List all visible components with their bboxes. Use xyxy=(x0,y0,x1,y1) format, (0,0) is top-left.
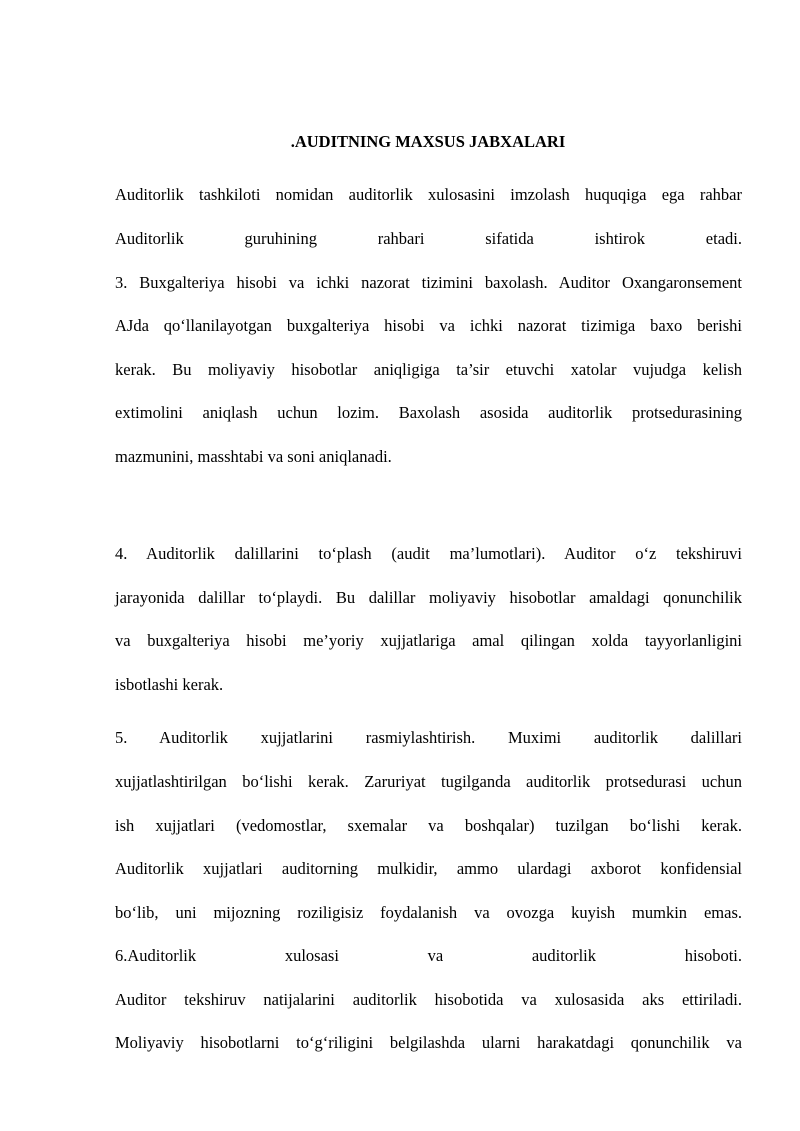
text-line: 6.Auditorlik xulosasi va auditorlik hisoboti. xyxy=(115,946,742,965)
text-line: mazmunini, masshtabi va soni aniqlanadi. xyxy=(115,447,392,466)
text-line: kerak. Bu moliyaviy hisobotlar aniqligiga ta’sir etuvchi xatolar vujudga kelish xyxy=(115,360,742,379)
text-line: Auditor tekshiruv natijalarini auditorlik hisobotida va xulosasida aks ettiriladi. xyxy=(115,990,742,1009)
page-title: .AUDITNING MAXSUS JABXALARI xyxy=(290,132,566,151)
text-line: Moliyaviy hisobotlarni to‘g‘riligini belgilashda ularni harakatdagi qonunchilik va xyxy=(115,1033,742,1052)
text-line: xujjatlashtirilgan bo‘lishi kerak. Zaruriyat tugilganda auditorlik protsedurasi uchun xyxy=(115,772,742,791)
text-line: 3. Buxgalteriya hisobi va ichki nazorat tizimini baxolash. Auditor Oxangaronsement xyxy=(115,273,742,292)
text-line: isbotlashi kerak. xyxy=(115,675,224,694)
text-line: 5. Auditorlik xujjatlarini rasmiylashtirish. Muximi auditorlik dalillari xyxy=(115,728,742,747)
text-line: va buxgalteriya hisobi me’yoriy xujjatlariga amal qilingan xolda tayyorlanligini xyxy=(115,631,742,650)
text-line: Auditorlik guruhining rahbari sifatida ishtirok etadi. xyxy=(115,229,742,248)
text-line: extimolini aniqlash uchun lozim. Baxolash asosida auditorlik protsedurasining xyxy=(115,403,742,422)
text-line: bo‘lib, uni mijozning roziligisiz foydalanish va ovozga kuyish mumkin emas. xyxy=(115,903,742,922)
text-line: AJda qo‘llanilayotgan buxgalteriya hisobi va ichki nazorat tizimiga baxo berishi xyxy=(115,316,742,335)
text-line: 4. Auditorlik dalillarini to‘plash (audit ma’lumotlari). Auditor o‘z tekshiruvi xyxy=(115,544,742,563)
text-line: Auditorlik tashkiloti nomidan auditorlik xulosasini imzolash huquqiga ega rahbar xyxy=(115,185,742,204)
text-line: jarayonida dalillar to‘playdi. Bu dalillar moliyaviy hisobotlar amaldagi qonunchilik xyxy=(115,588,742,607)
text-line: Auditorlik xujjatlari auditorning mulkidir, ammo ulardagi axborot konfidensial xyxy=(115,859,742,878)
text-line: ish xujjatlari (vedomostlar, sxemalar va boshqalar) tuzilgan bo‘lishi kerak. xyxy=(115,816,742,835)
